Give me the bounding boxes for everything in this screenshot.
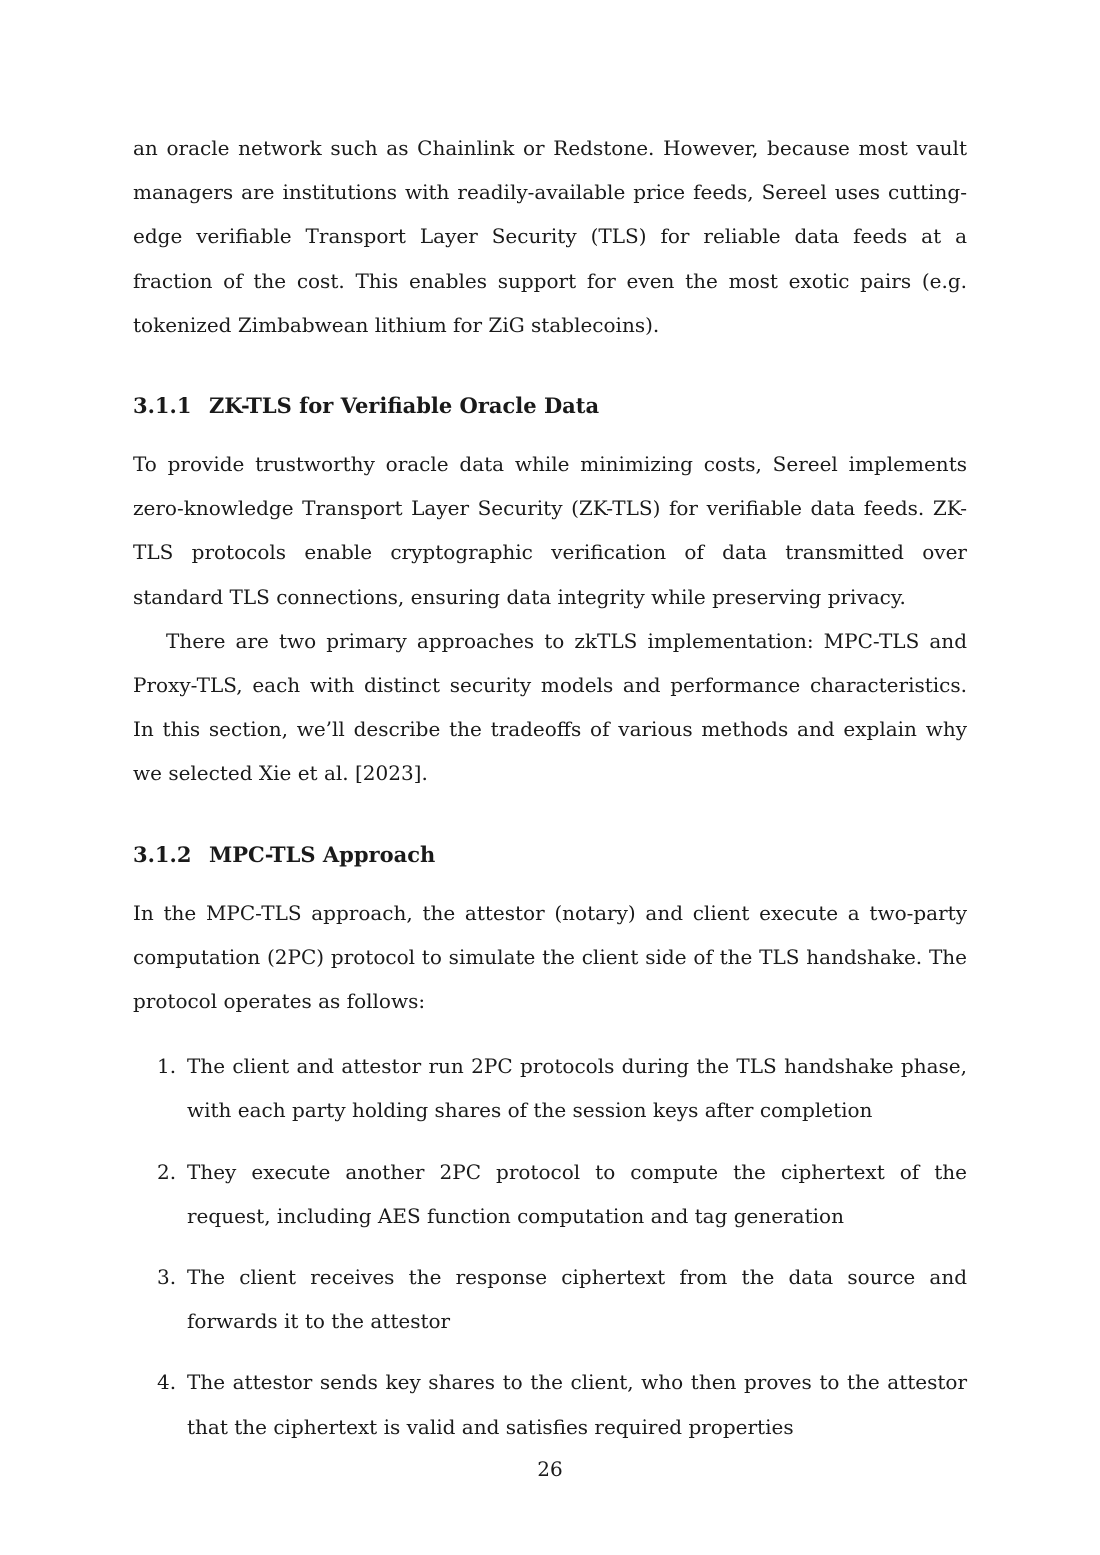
body-paragraph: There are two primary approaches to zkTLS implementation: MPC-TLS and Proxy-TLS, each with distinct security models and performance characteristics. In this section, we’ll describe the tradeoffs of various methods and explain why we selected Xie et al. [2023]. bbox=[133, 628, 967, 786]
section-heading-3-1-1 bbox=[133, 391, 967, 421]
page-body bbox=[133, 126, 967, 1449]
section-heading-3-1-2 bbox=[133, 840, 967, 870]
protocol-steps-list bbox=[133, 1044, 967, 1449]
list-item-text: They execute another 2PC protocol to compute the ciphertext of the request, including AES function computation and tag generation bbox=[187, 1159, 967, 1228]
list-item-text: The client receives the response ciphertext from the data source and forwards it to the attestor bbox=[187, 1265, 967, 1334]
section-title: MPC-TLS Approach bbox=[209, 841, 436, 867]
list-item bbox=[133, 1360, 967, 1448]
list-item bbox=[133, 1044, 967, 1132]
section-number: 3.1.2 bbox=[133, 841, 192, 867]
section-number: 3.1.1 bbox=[133, 393, 192, 419]
page-number: 26 bbox=[537, 1457, 563, 1481]
list-marker: 3. bbox=[157, 1265, 177, 1290]
list-item-text: The attestor sends key shares to the client, who then proves to the attestor that the ciphertext is valid and satisfies required properties bbox=[187, 1370, 967, 1439]
list-item bbox=[133, 1150, 967, 1238]
intro-paragraph: an oracle network such as Chainlink or Redstone. However, because most vault managers are institutions with readily-available price feeds, Sereel uses cutting-edge verifiable Transport Layer Security (TLS) for reliable data feeds at a fraction of the cost. This enables support for even the most exotic pairs (e.g. tokenized Zimbabwean lithium for ZiG stablecoins). bbox=[133, 136, 967, 337]
list-item bbox=[133, 1255, 967, 1343]
body-paragraph: In the MPC-TLS approach, the attestor (notary) and client execute a two-party computation (2PC) protocol to simulate the client side of the TLS handshake. The protocol operates as follows: bbox=[133, 900, 967, 1014]
section-title: ZK-TLS for Verifiable Oracle Data bbox=[209, 393, 600, 419]
list-marker: 4. bbox=[157, 1370, 177, 1395]
list-marker: 1. bbox=[157, 1054, 177, 1079]
body-paragraph: To provide trustworthy oracle data while minimizing costs, Sereel implements zero-knowledge Transport Layer Security (ZK-TLS) for verifiable data feeds. ZK-TLS protocols enable cryptographic verification of data transmitted over standard TLS connections, ensuring data integrity while preserving privacy. bbox=[133, 452, 967, 609]
list-item-text: The client and attestor run 2PC protocols during the TLS handshake phase, with each party holding shares of the session keys after completion bbox=[187, 1054, 967, 1123]
list-marker: 2. bbox=[157, 1159, 177, 1184]
